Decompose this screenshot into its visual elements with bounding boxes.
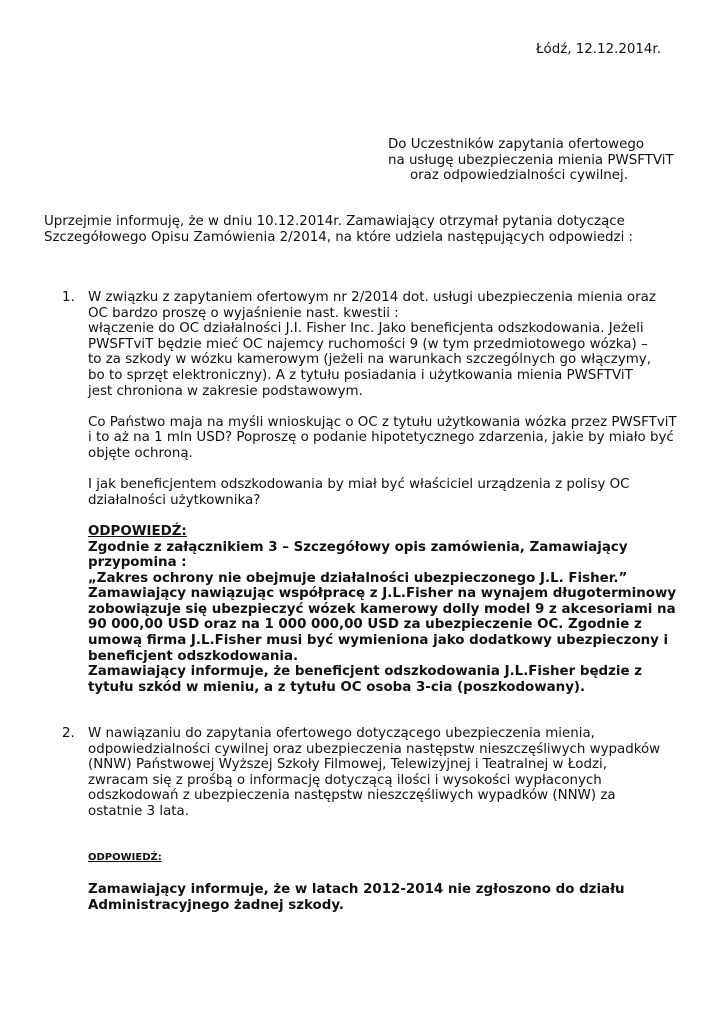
question-1-line: W związku z zapytaniem ofertowym nr 2/2014 dot. usługi ubezpieczenia mienia oraz <box>88 290 656 305</box>
question-2-line: odszkodowań z ubezpieczenia następstw nieszczęśliwych wypadków (NNW) za <box>88 788 616 804</box>
answer-1-line: „Zakres ochrony nie obejmuje działalności ubezpieczonego J.L. Fisher.” <box>88 570 628 586</box>
answer-1-line: umową firma J.L.Fisher musi być wymieniona jako dodatkowy ubezpieczony i <box>88 633 669 649</box>
spacer <box>88 508 698 524</box>
answer-1-line: przypomina : <box>88 555 187 571</box>
addressee-line: na usługę ubezpieczenia mienia PWSFTViT <box>388 152 674 168</box>
document-date: Łódź, 12.12.2014r. <box>536 42 661 57</box>
question-1-line: bo to sprzęt elektroniczny). A z tytułu posiadania i użytkowania mienia PWSFTViT <box>88 367 633 383</box>
question-1-line: OC bardzo proszę o wyjaśnienie nast. kwestii : <box>88 305 399 321</box>
question-1-line: Co Państwo maja na myśli wnioskując o OC z tytułu użytkowania wózka przez PWSFTviT <box>88 414 677 430</box>
question-2-number: 2. <box>62 726 75 741</box>
question-1-line: PWSFTviT będzie mieć OC najemcy ruchomości 9 (w tym przedmiotowego wózka) – <box>88 336 648 352</box>
answer-2-heading: ODPOWIEDŹ: <box>88 852 162 863</box>
addressee-block <box>388 137 688 184</box>
answer-1-line: Zgodnie z załącznikiem 3 – Szczegółowy opis zamówienia, Zamawiający <box>88 539 628 555</box>
question-2-line: (NNW) Państwowej Wyższej Szkoły Filmowej, Telewizyjnej i Teatralnej w Łodzi, <box>88 757 607 773</box>
question-1-line: włączenie do OC działalności J.I. Fisher Inc. Jako beneficjenta odszkodowania. Jeżeli <box>88 321 644 337</box>
addressee-line: oraz odpowiedzialności cywilnej. <box>409 168 629 184</box>
question-2-line: zwracam się z prośbą o informację dotyczącą ilości i wysokości wypłaconych <box>88 772 602 788</box>
question-1-line: i to aż na 1 mln USD? Poproszę o podanie hipotetycznego zdarzenia, jakie by miało być <box>88 430 674 446</box>
spacer <box>88 462 698 478</box>
answer-1-line: Zamawiający nawiązując współpracę z J.L.Fisher na wynajem długoterminowy <box>88 586 677 602</box>
answer-1-line: tytułu szkód w mieniu, a z tytułu OC osoba 3-cia (poszkodowany). <box>88 679 586 695</box>
answer-1-line: beneficjent odszkodowania. <box>88 648 299 664</box>
question-1-line: jest chroniona w zakresie podstawowym. <box>88 383 363 399</box>
answer-2-line: Administracyjnego żadnej szkody. <box>88 897 344 913</box>
question-2-line: odpowiedzialności cywilnej oraz ubezpieczenia następstw nieszczęśliwych wypadków <box>88 741 661 757</box>
answer-1-line: Zamawiający informuje, że beneficjent odszkodowania J.L.Fisher będzie z <box>88 664 643 680</box>
spacer <box>88 399 698 415</box>
question-1-line: to za szkody w wózku kamerowym (jeżeli na warunkach szczególnych go włączymy, <box>88 352 651 368</box>
intro-line: Szczegółowego Opisu Zamówienia 2/2014, na które udziela następujących odpowiedzi : <box>44 229 634 245</box>
question-2-line: W nawiązaniu do zapytania ofertowego dotyczącego ubezpieczenia mienia, <box>88 726 595 741</box>
question-1-number: 1. <box>62 290 75 305</box>
intro-paragraph <box>44 214 684 245</box>
question-1-block <box>88 290 698 695</box>
intro-line: Uprzejmie informuję, że w dniu 10.12.2014r. Zamawiający otrzymał pytania dotyczące <box>44 214 625 229</box>
answer-2-block <box>88 882 698 913</box>
answer-1-line: 90 000,00 USD oraz na 1 000 000,00 USD za ubezpieczenie OC. Zgodnie z <box>88 617 642 633</box>
question-1-line: działalności użytkownika? <box>88 492 261 508</box>
question-2-line: ostatnie 3 lata. <box>88 803 189 819</box>
question-1-line: I jak beneficjentem odszkodowania by miał być właściciel urządzenia z polisy OC <box>88 477 630 493</box>
answer-1-line: zobowiązuje się ubezpieczyć wózek kamerowy dolly model 9 z akcesoriami na <box>88 601 676 617</box>
question-1-line: objęte ochroną. <box>88 445 193 461</box>
question-2-block <box>88 726 698 820</box>
answer-2-line: Zamawiający informuje, że w latach 2012-2014 nie zgłoszono do działu <box>88 882 625 897</box>
answer-1-heading: ODPOWIEDŹ: <box>88 523 187 539</box>
addressee-line: Do Uczestników zapytania ofertowego <box>388 137 645 152</box>
